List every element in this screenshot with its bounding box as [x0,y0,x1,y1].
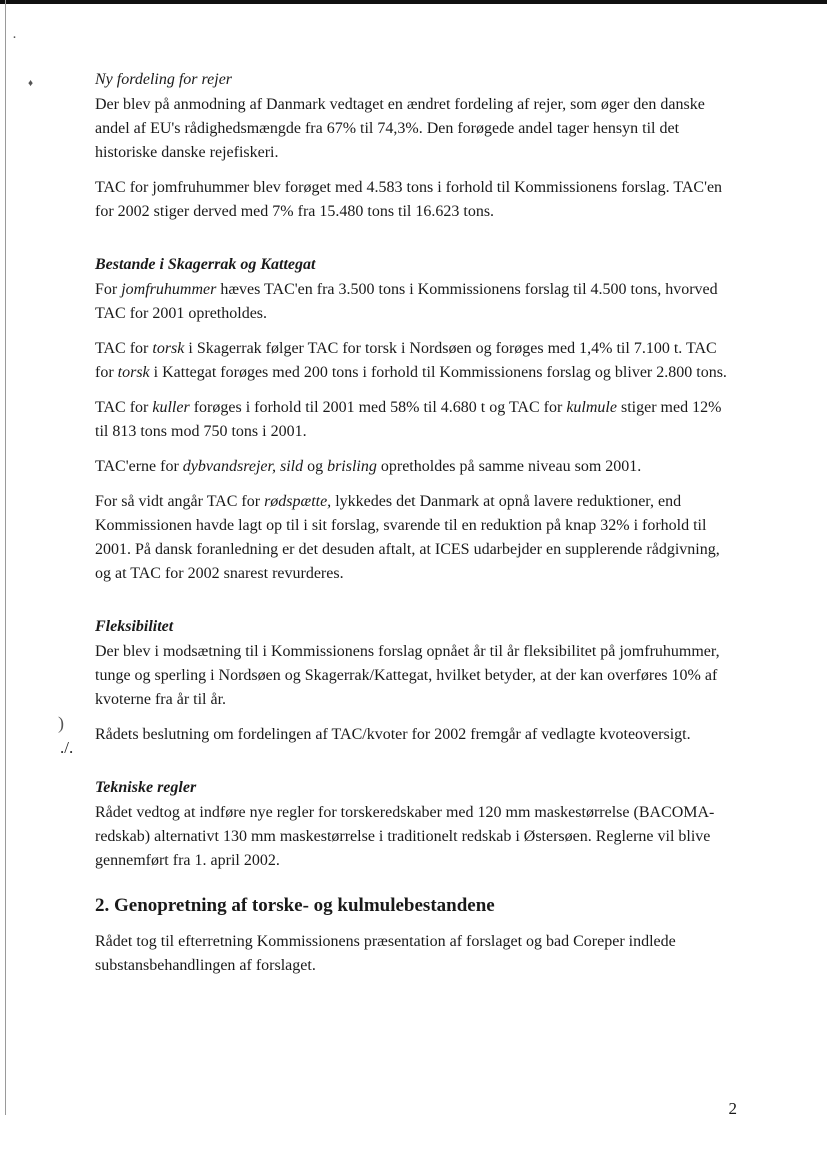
margin-bracket-mark: ) [58,713,64,733]
document-body [95,68,735,989]
section-heading-fleksibilitet: Fleksibilitet [95,618,174,635]
section-heading-skagerrak-kattegat: Bestande i Skagerrak og Kattegat [95,256,316,273]
section-heading-genopretning: 2. Genopretning af torske- og kulmulebestandene [95,895,495,916]
top-border-line [0,0,827,4]
paragraph: TAC for kuller forøges i forhold til 2001 med 58% til 4.680 t og TAC for kulmule stiger med 12% til 813 tons mod 750 tons i 2001. [95,399,722,440]
paragraph: Der blev i modsætning til i Kommissionens forslag opnået år til år fleksibilitet på jomfruhummer, tunge og sperling i Nordsøen og Skagerrak/Kattegat, hvilket betyder, at der kan overføres 10% af kvoterne fra år til år. [95,643,720,708]
paragraph: Rådet vedtog at indføre nye regler for torskeredskaber med 120 mm maskestørrelse (BACOMA-redskab) alternativt 130 mm maskestørrelse i traditionelt redskab i Østersøen. Reglerne vil blive gennemført fra 1. april 2002. [95,804,715,869]
section-heading-rejer: Ny fordeling for rejer [95,71,233,88]
paragraph: For så vidt angår TAC for rødspætte, lykkedes det Danmark at opnå lavere reduktioner, end Kommissionen havde lagt op til i sit forslag, svarende til en reduktion på knap 32% i forhold til 2001. På dansk foranledning er det desuden aftalt, at ICES udarbejder en supplerende rådgivning, og at TAC for 2002 snarest revurderes. [95,493,720,582]
left-margin-line [5,0,6,1115]
paragraph: TAC'erne for dybvandsrejer, sild og brisling opretholdes på samme niveau som 2001. [95,458,642,475]
scan-speck: · [12,30,17,46]
paragraph: Der blev på anmodning af Danmark vedtaget en ændret fordeling af rejer, som øger den danske andel af EU's rådighedsmængde fra 67% til 74,3%. Den forøgede andel tager hensyn til det historiske danske rejefiskeri. [95,96,705,161]
page-number: 2 [728,1099,737,1118]
margin-enclosure-mark: ./. [60,738,74,757]
section-heading-tekniske-regler: Tekniske regler [95,779,197,796]
paragraph: Rådets beslutning om fordelingen af TAC/kvoter for 2002 fremgår af vedlagte kvoteoversigt. [95,726,691,743]
paragraph: TAC for torsk i Skagerrak følger TAC for torsk i Nordsøen og forøges med 1,4% til 7.100 t. TAC for torsk i Kattegat forøges med 200 tons i forhold til Kommissionens forslag og bliver 2.800 tons. [95,340,727,381]
scan-speck: ♦ [28,78,34,89]
paragraph: For jomfruhummer hæves TAC'en fra 3.500 tons i Kommissionens forslag til 4.500 tons, hvorved TAC for 2001 opretholdes. [95,281,718,322]
paragraph: TAC for jomfruhummer blev forøget med 4.583 tons i forhold til Kommissionens forslag. TAC'en for 2002 stiger derved med 7% fra 15.480 tons til 16.623 tons. [95,179,723,220]
paragraph: Rådet tog til efterretning Kommissionens præsentation af forslaget og bad Coreper indlede substansbehandlingen af forslaget. [95,933,676,974]
